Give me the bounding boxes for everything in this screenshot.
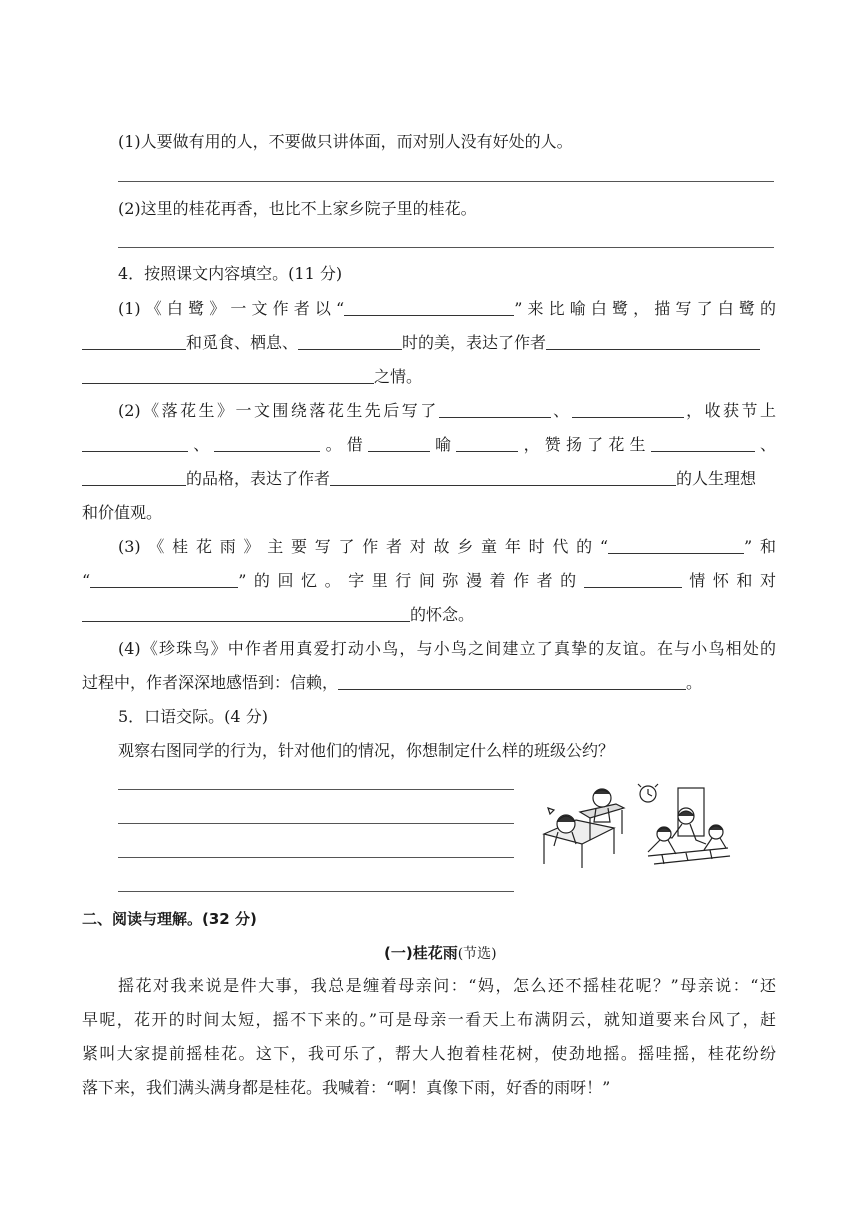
fill-blank[interactable] bbox=[82, 333, 186, 350]
q4-p2-text-a: (2)《落花生》一文围绕落花生先后写了 bbox=[118, 401, 439, 420]
q4-p1-text-b: ”来比喻白鹭，描写了白鹭的 bbox=[514, 299, 776, 318]
q4-p3-text-d: ”的回忆。字里行间弥漫着作者的 bbox=[238, 571, 584, 590]
question-5-title: 5．口语交际。(4 分) bbox=[118, 707, 268, 726]
q4-p2-text-e: 。借 bbox=[320, 435, 368, 454]
sentence-item-1: (1)人要做有用的人，不要做只讲体面，而对别人没有好处的人。 bbox=[118, 132, 573, 151]
q4-p3-line3 bbox=[82, 605, 474, 625]
passage-line-3: 紧叫大家提前摇桂花。这下，我可乐了，帮大人抱着桂花树，使劲地摇。摇哇摇，桂花纷纷 bbox=[82, 1044, 776, 1063]
q4-p2-text-d: 、 bbox=[188, 435, 215, 454]
q4-p4-text-b: 过程中，作者深深地感悟到：信赖， bbox=[82, 673, 339, 692]
question-5-prompt: 观察右图同学的行为，针对他们的情况，你想制定什么样的班级公约？ bbox=[118, 741, 615, 760]
fill-blank[interactable] bbox=[572, 401, 684, 418]
answer-line[interactable] bbox=[118, 823, 514, 824]
fill-blank[interactable] bbox=[82, 469, 186, 486]
fill-blank[interactable] bbox=[82, 367, 374, 384]
q4-p3-line1 bbox=[118, 537, 776, 557]
q4-p4-line2 bbox=[82, 673, 702, 693]
q4-p2-text-h: 、 bbox=[754, 435, 776, 454]
answer-line[interactable] bbox=[118, 891, 514, 892]
fill-blank[interactable] bbox=[90, 571, 238, 588]
fill-blank[interactable] bbox=[608, 537, 744, 554]
passage-title-note: (节选) bbox=[457, 946, 497, 962]
fill-blank[interactable] bbox=[439, 401, 551, 418]
fill-blank[interactable] bbox=[82, 605, 410, 622]
q4-p1-line2 bbox=[82, 333, 760, 353]
fill-blank[interactable] bbox=[456, 435, 518, 452]
q4-p2-line3 bbox=[82, 469, 756, 489]
fill-blank[interactable] bbox=[214, 435, 320, 452]
fill-blank[interactable] bbox=[344, 299, 514, 316]
answer-line[interactable] bbox=[118, 857, 514, 858]
q4-p4-text-c: 。 bbox=[686, 673, 703, 692]
q4-p2-line4: 和价值观。 bbox=[82, 503, 163, 522]
classroom-students-illustration-icon bbox=[536, 782, 732, 870]
fill-blank[interactable] bbox=[651, 435, 755, 452]
q4-p2-line2 bbox=[82, 435, 776, 455]
q4-p1-line3 bbox=[82, 367, 422, 387]
q4-p2-text-g: ，赞扬了花生 bbox=[518, 435, 651, 454]
q4-p1-text-a: (1)《白鹭》一文作者以“ bbox=[118, 299, 345, 318]
passage-line-2: 早呢，花开的时间太短，摇不下来的。”可是母亲一看天上布满阴云，就知道要来台风了，赶 bbox=[82, 1010, 776, 1029]
passage-line-1: 摇花对我来说是件大事，我总是缠着母亲问：“妈，怎么还不摇桂花呢？”母亲说：“还 bbox=[118, 976, 776, 995]
q4-p3-line2 bbox=[82, 571, 776, 591]
q4-p3-text-f: 的怀念。 bbox=[410, 605, 475, 624]
fill-blank[interactable] bbox=[368, 435, 430, 452]
q4-p1-line1 bbox=[118, 299, 776, 319]
q4-p4-line1: (4)《珍珠鸟》中作者用真爱打动小鸟，与小鸟之间建立了真挚的友谊。在与小鸟相处的 bbox=[118, 639, 776, 658]
q4-p1-text-d: 时的美，表达了作者 bbox=[402, 333, 547, 352]
q4-p2-text-j: 的人生理想 bbox=[676, 469, 757, 488]
question-4-title: 4．按照课文内容填空。(11 分) bbox=[118, 264, 343, 283]
answer-line[interactable] bbox=[118, 789, 514, 790]
q4-p2-text-f: 喻 bbox=[429, 435, 457, 454]
fill-blank[interactable] bbox=[546, 333, 760, 350]
fill-blank[interactable] bbox=[330, 469, 676, 486]
q4-p2-text-b: 、 bbox=[550, 401, 572, 420]
answer-line[interactable] bbox=[118, 181, 774, 182]
passage-title bbox=[384, 942, 497, 963]
part-2-title: 二、阅读与理解。(32 分) bbox=[82, 910, 257, 928]
q4-p3-text-b: ”和 bbox=[744, 537, 776, 556]
q4-p1-text-e: 之情。 bbox=[374, 367, 423, 386]
fill-blank[interactable] bbox=[338, 673, 686, 690]
fill-blank[interactable] bbox=[298, 333, 402, 350]
q4-p3-text-a: (3)《桂花雨》主要写了作者对故乡童年时代的“ bbox=[118, 537, 609, 556]
q4-p3-text-c: “ bbox=[82, 571, 91, 590]
fill-blank[interactable] bbox=[584, 571, 682, 588]
sentence-item-2: (2)这里的桂花再香，也比不上家乡院子里的桂花。 bbox=[118, 199, 477, 218]
q4-p2-text-i: 的品格，表达了作者 bbox=[186, 469, 331, 488]
q4-p2-text-c: ，收获节上 bbox=[683, 401, 776, 420]
passage-line-4: 落下来，我们满头满身都是桂花。我喊着：“啊！真像下雨，好香的雨呀！” bbox=[82, 1078, 611, 1097]
passage-title-text: (一)桂花雨 bbox=[384, 944, 458, 962]
answer-line[interactable] bbox=[118, 247, 774, 248]
q4-p2-line1 bbox=[118, 401, 776, 421]
q4-p1-text-c: 和觅食、栖息、 bbox=[186, 333, 299, 352]
q4-p3-text-e: 情怀和对 bbox=[681, 571, 776, 590]
fill-blank[interactable] bbox=[82, 435, 188, 452]
